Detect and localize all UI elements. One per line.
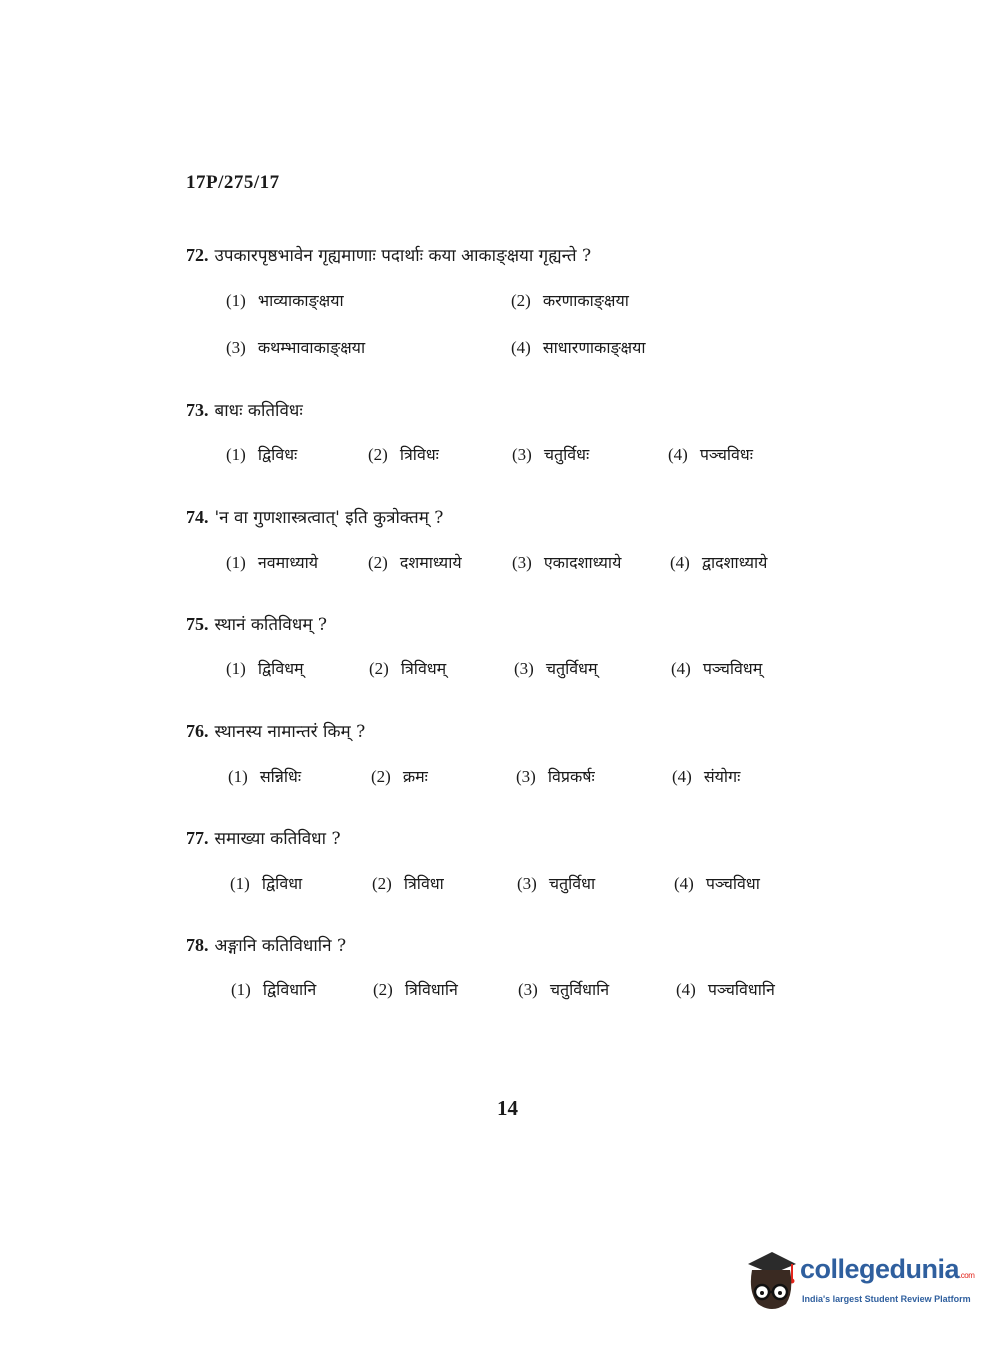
option: (2) त्रिविधम्	[369, 659, 447, 678]
question-number: 77.	[186, 828, 209, 848]
question-number: 75.	[186, 614, 209, 634]
option: (3) चतुर्विधः	[512, 445, 590, 464]
option: (2) त्रिविधः	[368, 445, 439, 464]
option: (1) द्विविधम्	[226, 659, 304, 678]
option: (1) द्विविधा	[230, 874, 303, 893]
question-text: उपकारपृष्ठभावेन गृह्यमाणाः पदार्थाः कया आकाङ्क्षया गृह्यन्ते ?	[214, 246, 592, 266]
option: (1) सन्निधिः	[228, 767, 302, 786]
option: (3) एकादशाध्याये	[512, 553, 622, 572]
option: (1) द्विविधानि	[231, 980, 317, 999]
question-number: 76.	[186, 721, 209, 741]
option: (3) चतुर्विधा	[517, 874, 596, 893]
option: (4) पञ्चविधम्	[671, 659, 763, 678]
collegedunia-logo	[742, 1250, 975, 1314]
question-text: स्थानं कतिविधम् ?	[214, 615, 328, 635]
question-text: समाख्या कतिविधा ?	[214, 829, 341, 849]
option: (4) संयोगः	[672, 767, 741, 786]
question-text: स्थानस्य नामान्तरं किम् ?	[214, 722, 366, 742]
option: (4) पञ्चविधः	[668, 445, 753, 464]
question-73	[186, 398, 303, 421]
question-74	[186, 505, 443, 528]
option: (1) नवमाध्याये	[226, 553, 319, 572]
question-77	[186, 826, 341, 849]
option: (3) कथम्भावाकाङ्क्षया	[226, 338, 366, 357]
option: (1) द्विविधः	[226, 445, 298, 464]
page-number: 14	[497, 1096, 518, 1120]
option: (2) करणाकाङ्क्षया	[511, 291, 629, 310]
option: (4) पञ्चविधानि	[676, 980, 775, 999]
question-text: अङ्गानि कतिविधानि ?	[214, 936, 347, 956]
question-75	[186, 612, 327, 635]
option: (2) त्रिविधानि	[373, 980, 458, 999]
paper-code: 17P/275/17	[186, 172, 280, 193]
question-78	[186, 933, 346, 956]
option: (4) पञ्चविधा	[674, 874, 760, 893]
option: (4) साधारणाकाङ्क्षया	[511, 338, 646, 357]
option: (3) विप्रकर्षः	[516, 767, 595, 786]
question-number: 73.	[186, 400, 209, 420]
option: (1) भाव्याकाङ्क्षया	[226, 291, 344, 310]
question-76	[186, 719, 365, 742]
brand-name: collegedunia.com	[800, 1254, 975, 1284]
option: (3) चतुर्विधानि	[518, 980, 610, 999]
mascot-icon	[742, 1250, 800, 1314]
option: (2) दशमाध्याये	[368, 553, 462, 572]
option: (4) द्वादशाध्याये	[670, 553, 768, 572]
question-72	[186, 243, 591, 266]
question-number: 72.	[186, 245, 209, 265]
question-number: 78.	[186, 935, 209, 955]
question-number: 74.	[186, 507, 209, 527]
option: (2) त्रिविधा	[372, 874, 444, 893]
question-text: 'न वा गुणशास्त्रत्वात्' इति कुत्रोक्तम् ?	[214, 508, 444, 528]
brand-tagline: India's largest Student Review Platform	[802, 1294, 971, 1304]
option: (2) क्रमः	[371, 767, 428, 786]
option: (3) चतुर्विधम्	[514, 659, 598, 678]
question-text: बाधः कतिविधः	[214, 401, 303, 421]
